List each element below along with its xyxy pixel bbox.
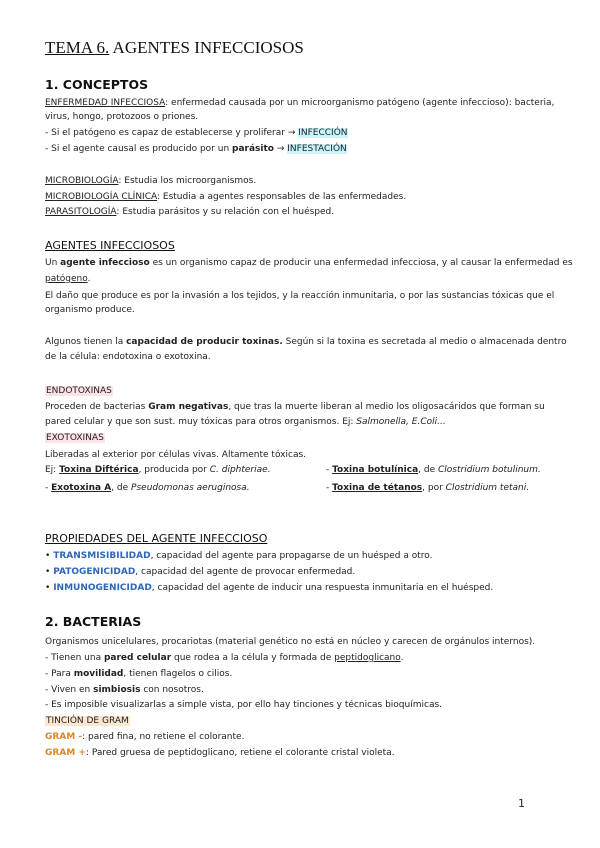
def-text: : Estudia los microorganismos. [118,176,257,186]
agente-bold: agente infeccioso [60,258,150,268]
infeccion-highlight: INFECCIÓN [298,128,348,138]
species-italic: Clostridium botulinum. [438,465,541,475]
text: , capacidad del agente para propagarse de un huésped a otro. [150,551,433,561]
exotoxinas-label [45,432,105,444]
def-text: : enfermedad causada por un microorganismo patógeno (agente infeccioso): bacteria, [165,98,555,108]
text: - Tienen una [45,653,104,663]
movilidad-bold: movilidad [73,669,124,679]
infestacion-line [45,143,347,155]
toxin-name: Toxina Diftérica [59,465,139,475]
endotoxinas-line-1 [45,401,545,413]
gram-pos-term: GRAM + [45,748,86,758]
text: - [326,483,333,493]
section-1-heading: 1. CONCEPTOS [45,77,149,92]
examples-italic: Salmonella, E.Coli... [356,417,446,427]
def-text: : Estudia a agentes responsables de las enfermedades. [157,192,407,202]
agentes-line-5 [45,336,567,348]
text: , por [422,483,446,493]
example-exotoxina-a [45,482,250,494]
title-number: TEMA 6. [45,38,110,57]
prop-transmisibilidad [45,550,432,562]
text: pared celular y que son sust. muy tóxicas para otros organismos. Ej: [45,417,357,427]
bacterias-line-3 [45,668,232,680]
gram-negativas-bold: Gram negativas [148,402,229,412]
species-italic: Pseudomonas aeruginosa. [131,483,250,493]
infestacion-highlight: INFESTACIÓN [287,144,347,154]
bullet: • [45,567,51,577]
infestacion-text: - Si el agente causal es producido por un [45,144,233,154]
prop-term: INMUNOGENICIDAD [53,583,152,593]
text: - [326,465,333,475]
text: Ej: [45,465,60,475]
def-enfermedad [45,97,554,109]
bacterias-line-5: - Es imposible visualizarlas a simple vista, por ello hay tinciones y técnicas bioquímicas. [45,700,443,710]
propiedades-heading: PROPIEDADES DEL AGENTE INFECCIOSO [45,532,268,545]
def-microbiologia [45,175,256,187]
bacterias-line-2 [45,652,403,664]
bullet: • [45,583,51,593]
infeccion-text: - Si el patógeno es capaz de establecerse y proliferar → [45,128,299,138]
endotoxinas-line-2 [45,416,446,428]
prop-patogenicidad [45,566,355,578]
prop-term: PATOGENICIDAD [53,567,136,577]
example-toxina-tetanos [326,482,529,494]
toxinas-bold: capacidad de producir toxinas. [126,337,283,347]
exotoxinas-tag: EXOTOXINAS [46,433,104,443]
section-2-heading: 2. BACTERIAS [45,614,142,629]
species-italic: C. diphteriae. [209,465,271,475]
agentes-line-3: El daño que produce es por la invasión a los tejidos, y la reacción inmunitaria, o por las sustancias tóxicas que el [45,291,555,301]
text: - [45,483,52,493]
text: Según si la toxina es secretada al medio o almacenada dentro [282,337,567,347]
agentes-heading: AGENTES INFECCIOSOS [45,239,175,252]
def-enfermedad-cont: virus, hongo, protozoos o priones. [45,112,199,122]
text: , capacidad del agente de provocar enfermedad. [135,567,356,577]
agentes-line-6: de la célula: endotoxina o exotoxina. [45,352,211,362]
text: - Viven en [45,685,94,695]
tincion-gram-label [45,715,130,727]
text: , de [418,465,438,475]
def-text: : Estudia parásitos y su relación con el huésped. [116,207,335,217]
prop-term: TRANSMISIBILIDAD [53,551,151,561]
text: , capacidad del agente de inducir una respuesta inmunitaria en el huésped. [151,583,494,593]
text: , de [111,483,132,493]
text: . [87,274,91,284]
endotoxinas-label [45,385,113,397]
text: Algunos tienen la [45,337,127,347]
text: Un [45,258,61,268]
text: . [400,653,404,663]
text: con nosotros. [140,685,204,695]
tincion-gram-tag: TINCIÓN DE GRAM [46,716,129,726]
example-toxina-botulinica [326,464,541,476]
text: Proceden de bacterias [45,402,149,412]
simbiosis-bold: simbiosis [93,685,141,695]
bacterias-line-1: Organismos unicelulares, procariotas (material genético no está en núcleo y carecen de orgánulos internos). [45,637,536,647]
toxin-name: Toxina de tétanos [332,483,423,493]
gram-neg-term: GRAM - [45,732,83,742]
patogeno-underlined: patógeno [45,274,88,284]
infeccion-line [45,127,348,139]
gram-negativo-line [45,731,244,743]
species-italic: Clostridium tetani. [445,483,530,493]
pared-bold: pared celular [103,653,172,663]
term-microbiologia-clinica: MICROBIOLOGÍA CLÍNICA [45,192,157,202]
term-microbiologia: MICROBIOLOGÍA [45,176,119,186]
exotoxinas-line-1: Liberadas al exterior por células vivas. Altamente tóxicas. [45,450,307,460]
term-enfermedad: ENFERMEDAD INFECCIOSA [45,98,166,108]
text: - Para [45,669,74,679]
page-number: 1 [518,797,525,810]
text: , tienen flagelos o cilios. [123,669,233,679]
toxin-name: Exotoxina A [51,483,112,493]
parasito-bold: parásito [232,144,274,154]
def-parasitologia [45,206,334,218]
toxin-name: Toxina botulínica [332,465,419,475]
text: : pared fina, no retiene el colorante. [82,732,245,742]
page-title [45,38,304,58]
example-toxina-difterica [45,464,271,476]
gram-positivo-line [45,747,395,759]
peptidoglicano-underlined: peptidoglicano [334,653,401,663]
endotoxinas-tag: ENDOTOXINAS [46,386,112,396]
def-microbiologia-clinica [45,191,406,203]
agentes-line-4: organismo produce. [45,305,135,315]
text: , que tras la muerte liberan al medio los oligosacáridos que forman su [228,402,545,412]
arrow: → [273,144,288,154]
text: , producida por [138,465,210,475]
bullet: • [45,551,51,561]
bacterias-line-4 [45,684,204,696]
text: es un organismo capaz de producir una enfermedad infecciosa, y al causar la enfermedad es [149,258,573,268]
text: que rodea a la célula y formada de [171,653,335,663]
term-parasitologia: PARASITOLOGÍA [45,207,117,217]
prop-inmunogenicidad [45,582,493,594]
title-text: AGENTES INFECCIOSOS [109,38,304,57]
text: : Pared gruesa de peptidoglicano, retiene el colorante cristal violeta. [85,748,395,758]
agentes-line-2 [45,273,90,285]
agentes-line-1 [45,257,573,269]
